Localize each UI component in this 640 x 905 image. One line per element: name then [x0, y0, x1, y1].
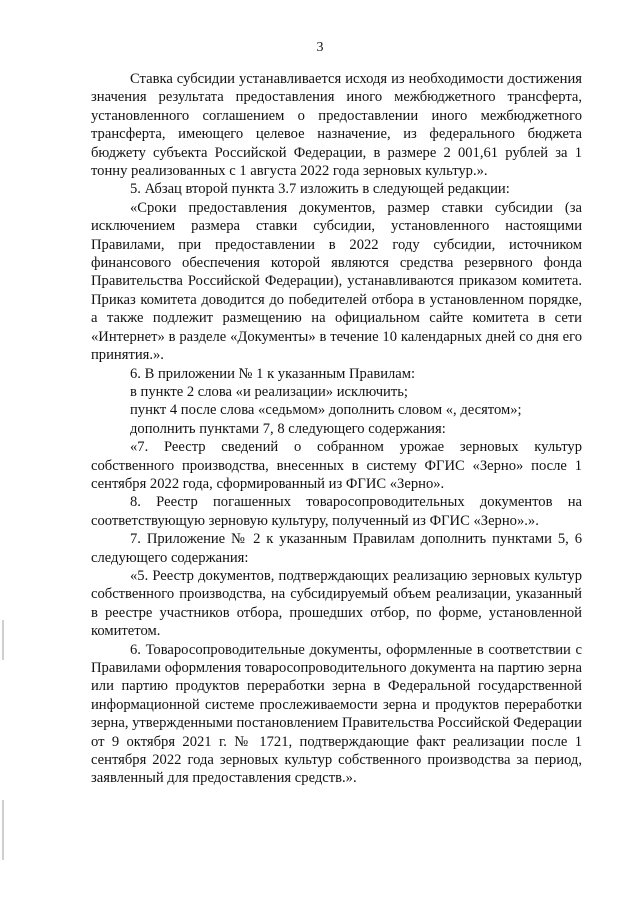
- page-number: 3: [316, 40, 324, 55]
- paragraph-item-6-add: дополнить пунктами 7, 8 следующего содержания:: [130, 420, 446, 437]
- paragraph-item-6-point-4: пункт 4 после слова «седьмом» дополнить словом «, десятом»;: [130, 402, 522, 419]
- paragraph-register-8: 8. Реестр погашенных товаросопроводительных документов на соответствующую зерновую культуру, полученный из ФГИС «Зерно».».: [91, 494, 582, 529]
- paragraph-item-6: 6. В приложении № 1 к указанным Правилам:: [130, 365, 416, 382]
- paragraph-point-5: «5. Реестр документов, подтверждающих реализацию зерновых культур собственного производства, на субсидируемый объем реализации, указанный в реестре участников отбора, прошедших отбор, по форме, установленной комитетом.: [91, 567, 582, 640]
- document-body: [91, 70, 582, 788]
- paragraph-point-6: 6. Товаросопроводительные документы, оформленные в соответствии с Правилами оформления товаросопроводительного документа на партию зерна или партию продуктов переработки зерна в Федеральной государственной информационной системе прослеживаемости зерна и продуктов переработки зерна, утвержденными постановлением Правительства Российской Федерации от 9 октября 2021 г. № 1721, подтверждающие факт реализации после 1 сентября 2022 года зерновых культур собственного производства за период, заявленный для предоставления средств.».: [91, 641, 582, 787]
- paragraph-item-5: 5. Абзац второй пункта 3.7 изложить в следующей редакции:: [130, 181, 510, 198]
- paragraph-item-7: 7. Приложение № 2 к указанным Правилам дополнить пунктами 5, 6 следующего содержания:: [91, 531, 582, 566]
- scan-edge-mark: [2, 620, 4, 660]
- paragraph-deadlines: «Сроки предоставления документов, размер ставки субсидии (за исключением размера ставки субсидии, установленного настоящими Правилами, при предоставлении в 2022 году субсидии, источником финансового обеспечения которой являются средства резервного фонда Правительства Российской Федерации), устанавливаются приказом комитета. Приказ комитета доводится до победителей отбора в установленном порядке, а также подлежит размещению на официальном сайте комитета в сети «Интернет» в разделе «Документы» в течение 10 календарных дней со дня его принятия.».: [91, 199, 582, 364]
- paragraph-item-6-point-2: в пункте 2 слова «и реализации» исключить;: [130, 383, 408, 400]
- paragraph-subsidy-rate: Ставка субсидии устанавливается исходя из необходимости достижения значения результата предоставления иного межбюджетного трансферта, установленного соглашением о предоставлении иного межбюджетного трансферта, имеющего целевое назначение, из федерального бюджета бюджету субъекта Российской Федерации, в размере 2 001,61 рублей за 1 тонну реализованных с 1 августа 2022 года зерновых культур.».: [91, 71, 582, 180]
- scan-edge-mark: [2, 800, 4, 860]
- paragraph-register-7: «7. Реестр сведений о собранном урожае зерновых культур собственного производства, внесенных в систему ФГИС «Зерно» после 1 сентября 2022 года, сформированный из ФГИС «Зерно».: [91, 439, 582, 492]
